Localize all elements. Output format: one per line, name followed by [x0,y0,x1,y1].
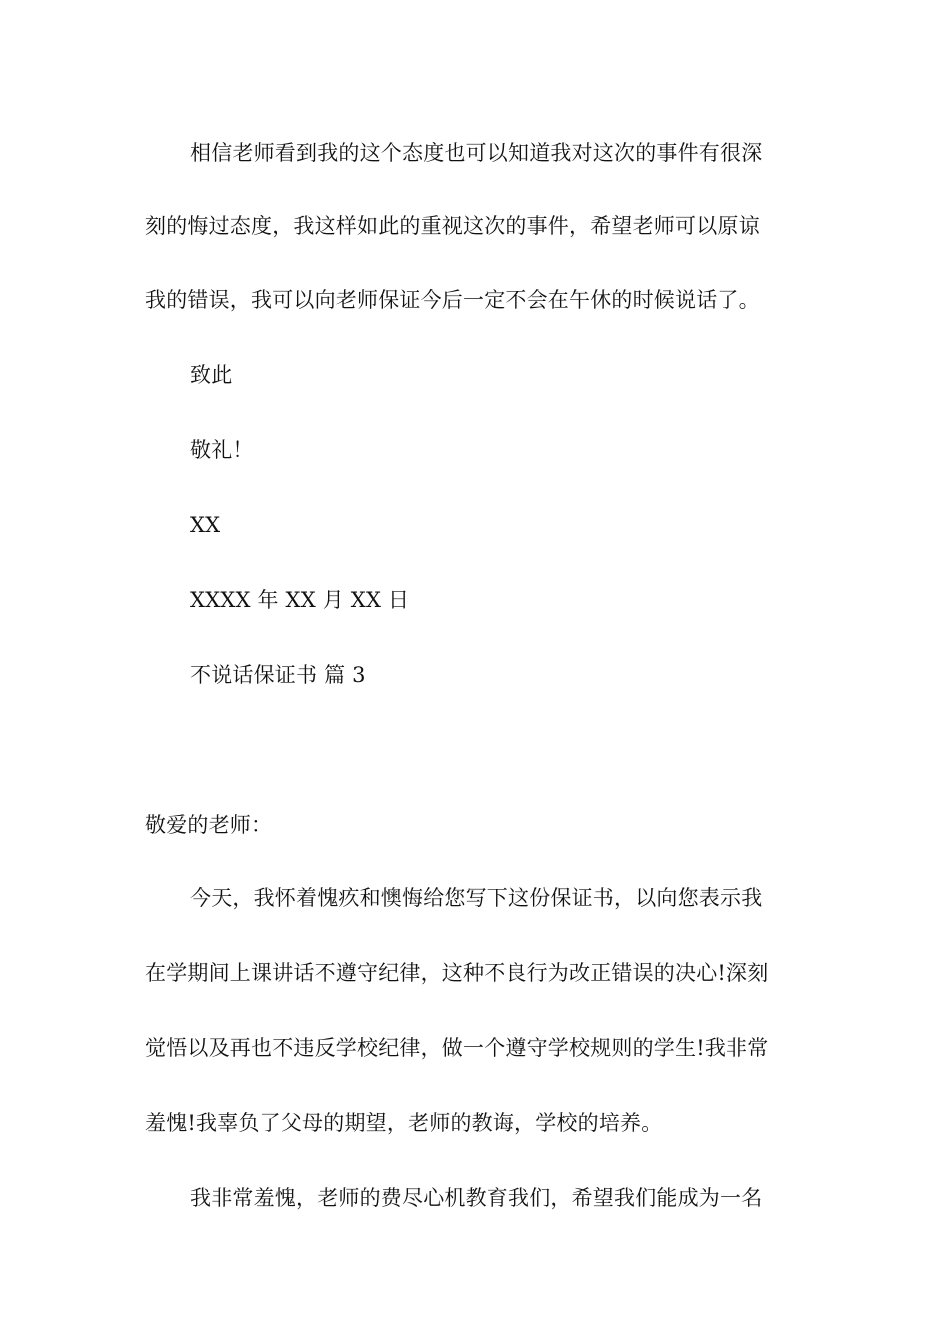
closing-line-2: 敬礼！ [190,438,254,462]
paragraph-2-line-3: 觉悟以及再也不违反学校纪律，做一个遵守学校规则的学生!我非常 [145,1036,769,1060]
paragraph-2-line-1: 今天，我怀着愧疚和懊悔给您写下这份保证书，以向您表示我 [190,886,763,910]
signature-name: XX [190,513,221,537]
paragraph-1-line-1: 相信老师看到我的这个态度也可以知道我对这次的事件有很深 [190,141,763,165]
paragraph-2-line-2: 在学期间上课讲话不遵守纪律，这种不良行为改正错误的决心!深刻 [145,961,769,985]
paragraph-1-line-3: 我的错误，我可以向老师保证今后一定不会在午休的时候说话了。 [145,288,760,312]
section-title: 不说话保证书 篇 3 [190,663,366,687]
paragraph-3-line-1: 我非常羞愧，老师的费尽心机教育我们，希望我们能成为一名 [190,1186,763,1210]
closing-line-1: 致此 [190,363,233,387]
salutation: 敬爱的老师： [145,813,273,837]
paragraph-1-line-2: 刻的悔过态度，我这样如此的重视这次的事件，希望老师可以原谅 [145,214,760,238]
paragraph-2-line-4: 羞愧!我辜负了父母的期望，老师的教诲，学校的培养。 [145,1111,663,1135]
signature-date: XXXX 年 XX 月 XX 日 [190,588,410,612]
